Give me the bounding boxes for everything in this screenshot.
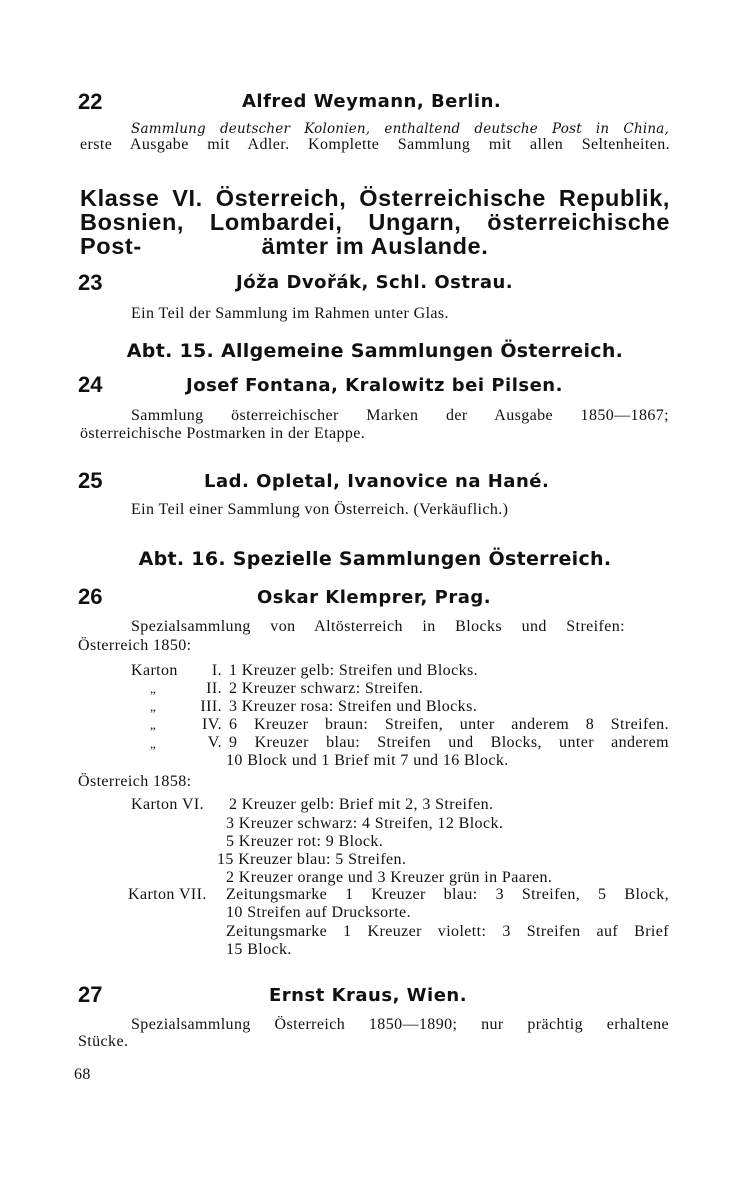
karton-number: I. — [211, 662, 222, 679]
ditto-mark: „ — [150, 699, 157, 714]
entry-number: 26 — [78, 584, 103, 609]
karton-item: 15 Block. — [226, 941, 292, 958]
page-number: 68 — [74, 1066, 91, 1083]
entry-description: erste Ausgabe mit Adler. Komplette Sammlung mit allen Seltenheiten. — [80, 136, 670, 153]
year-heading: Österreich 1850: — [78, 637, 192, 654]
ditto-mark: „ — [150, 717, 157, 732]
class-heading: ämter im Auslande. — [261, 233, 489, 259]
karton-item: 5 Kreuzer rot: 9 Block. — [226, 833, 384, 850]
karton-number: II. — [206, 680, 222, 697]
entry-description: Spezialsammlung Österreich 1850—1890; nur prächtig erhaltene — [131, 1016, 669, 1033]
entry-number: 24 — [78, 372, 103, 397]
section-heading: Abt. 16. Spezielle Sammlungen Österreich. — [138, 548, 612, 570]
ditto-mark: „ — [150, 736, 157, 751]
entry-description: Sammlung deutscher Kolonien, enthaltend deutsche Post in China, — [131, 121, 669, 137]
karton-item: Zeitungsmarke 1 Kreuzer violett: 3 Streifen auf Brief — [226, 923, 669, 940]
karton-number: IV. — [201, 716, 222, 733]
year-heading: Österreich 1858: — [78, 773, 192, 790]
ditto-mark: „ — [150, 681, 157, 696]
karton-item: 9 Kreuzer blau: Streifen und Blocks, unter anderem — [229, 734, 669, 751]
exhibitor-name: Jóža Dvořák, Schl. Ostrau. — [236, 272, 514, 293]
entry-number: 22 — [78, 89, 103, 114]
entry-description: Spezialsammlung von Altösterreich in Blocks und Streifen: — [131, 618, 625, 635]
karton-item: 6 Kreuzer braun: Streifen, unter anderem 8 Streifen. — [229, 716, 669, 733]
entry-description: Stücke. — [78, 1033, 129, 1050]
karton-item: 3 Kreuzer rosa: Streifen und Blocks. — [229, 698, 478, 715]
karton-item: 3 Kreuzer schwarz: 4 Streifen, 12 Block. — [226, 815, 504, 832]
class-heading: Klasse VI. Österreich, Österreichische Republik, — [80, 185, 670, 211]
section-heading: Abt. 15. Allgemeine Sammlungen Österreich. — [126, 340, 624, 362]
exhibitor-name: Oskar Klemprer, Prag. — [257, 587, 492, 608]
karton-item: 10 Streifen auf Drucksorte. — [226, 904, 411, 921]
karton-item: 15 Kreuzer blau: 5 Streifen. — [217, 851, 407, 868]
entry-description: Ein Teil der Sammlung im Rahmen unter Glas. — [131, 305, 449, 322]
entry-number: 23 — [78, 270, 103, 295]
entry-number: 27 — [78, 982, 103, 1007]
karton-item: 1 Kreuzer gelb: Streifen und Blocks. — [229, 662, 479, 679]
exhibitor-name: Ernst Kraus, Wien. — [269, 985, 468, 1006]
karton-label: Karton VII. — [128, 886, 207, 903]
entry-description: Ein Teil einer Sammlung von Österreich. (Verkäuflich.) — [131, 501, 509, 518]
entry-number: 25 — [78, 468, 103, 493]
karton-number: V. — [207, 734, 222, 751]
exhibitor-name: Josef Fontana, Kralowitz bei Pilsen. — [186, 375, 563, 396]
karton-number: III. — [200, 698, 222, 715]
exhibitor-name: Alfred Weymann, Berlin. — [242, 91, 502, 112]
entry-description: österreichische Postmarken in der Etappe. — [80, 425, 366, 442]
karton-item: 2 Kreuzer gelb: Brief mit 2, 3 Streifen. — [229, 796, 494, 813]
karton-item: 2 Kreuzer orange und 3 Kreuzer grün in Paaren. — [226, 869, 553, 886]
karton-item: 10 Block und 1 Brief mit 7 und 16 Block. — [226, 752, 509, 769]
exhibitor-name: Lad. Opletal, Ivanovice na Hané. — [204, 471, 550, 492]
karton-item: Zeitungsmarke 1 Kreuzer blau: 3 Streifen, 5 Block, — [226, 886, 669, 903]
karton-label: Karton — [131, 662, 178, 679]
entry-description: Sammlung österreichischer Marken der Ausgabe 1850—1867; — [131, 407, 669, 424]
karton-item: 2 Kreuzer schwarz: Streifen. — [229, 680, 424, 697]
class-heading: Bosnien, Lombardei, Ungarn, österreichische Post- — [80, 209, 670, 259]
karton-label: Karton VI. — [131, 796, 205, 813]
